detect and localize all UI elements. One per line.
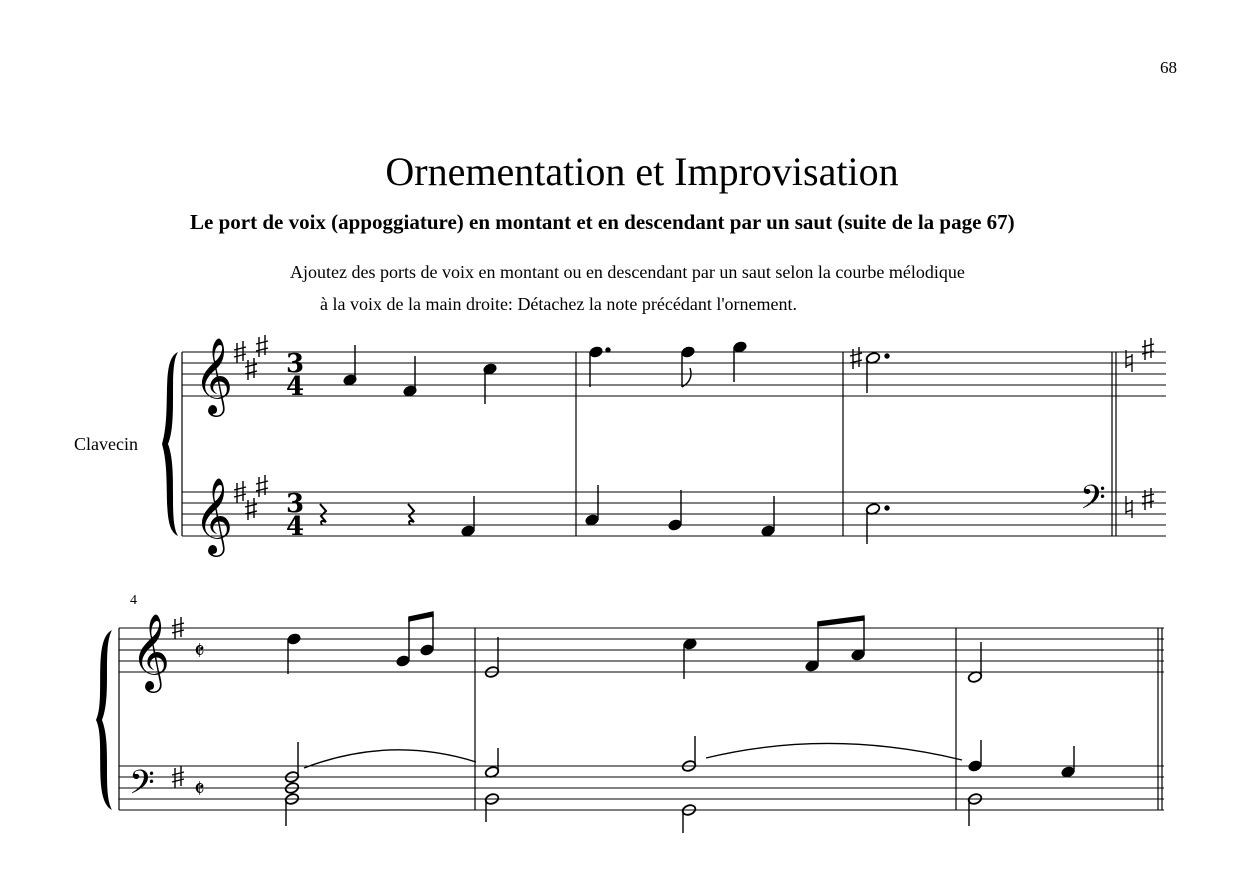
measure-number: 4 [130,593,137,608]
treble-notes-1 [343,341,889,404]
svg-text:3: 3 [286,349,305,379]
key-change [1126,338,1154,518]
time-signature [286,349,304,542]
page-subtitle: Le port de voix (appoggiature) en montant et en descendant par un saut (suite de la page 67) [190,210,1015,234]
treble-clef: 𝄞 [194,337,234,414]
system-2 [96,612,1164,833]
instruction-line-2: à la voix de la main droite: Détachez la note précédant l'ornement. [320,294,798,314]
page-title: Ornementation et Improvisation [385,149,899,194]
time-signature [194,637,205,803]
svg-text:4: 4 [286,372,305,402]
treble-notes-2 [287,612,983,683]
treble-staff-1 [182,352,1166,396]
system-1 [162,335,1166,557]
grand-staff-brace [162,352,178,536]
instruction-line-1: Ajoutez des ports de voix en montant ou en descendant par un saut selon la courbe mélodique [290,262,965,282]
instrument-label: Clavecin [74,434,138,454]
svg-text:𝄵: 𝄵 [194,637,205,665]
svg-text:3: 3 [286,489,305,519]
grand-staff-brace [96,630,112,810]
bass-staff-2 [119,766,1164,810]
barlines-1 [576,352,1116,536]
bass-clef: 𝄢 [129,764,155,810]
page-number: 68 [1160,58,1177,77]
bass-clef: 𝄢 [1080,479,1106,525]
treble-clef: 𝄞 [131,613,171,690]
svg-text:𝄵: 𝄵 [194,775,205,803]
svg-text:4: 4 [286,512,305,542]
treble-staff-2 [119,628,1164,672]
treble-clef: 𝄞 [194,477,234,554]
